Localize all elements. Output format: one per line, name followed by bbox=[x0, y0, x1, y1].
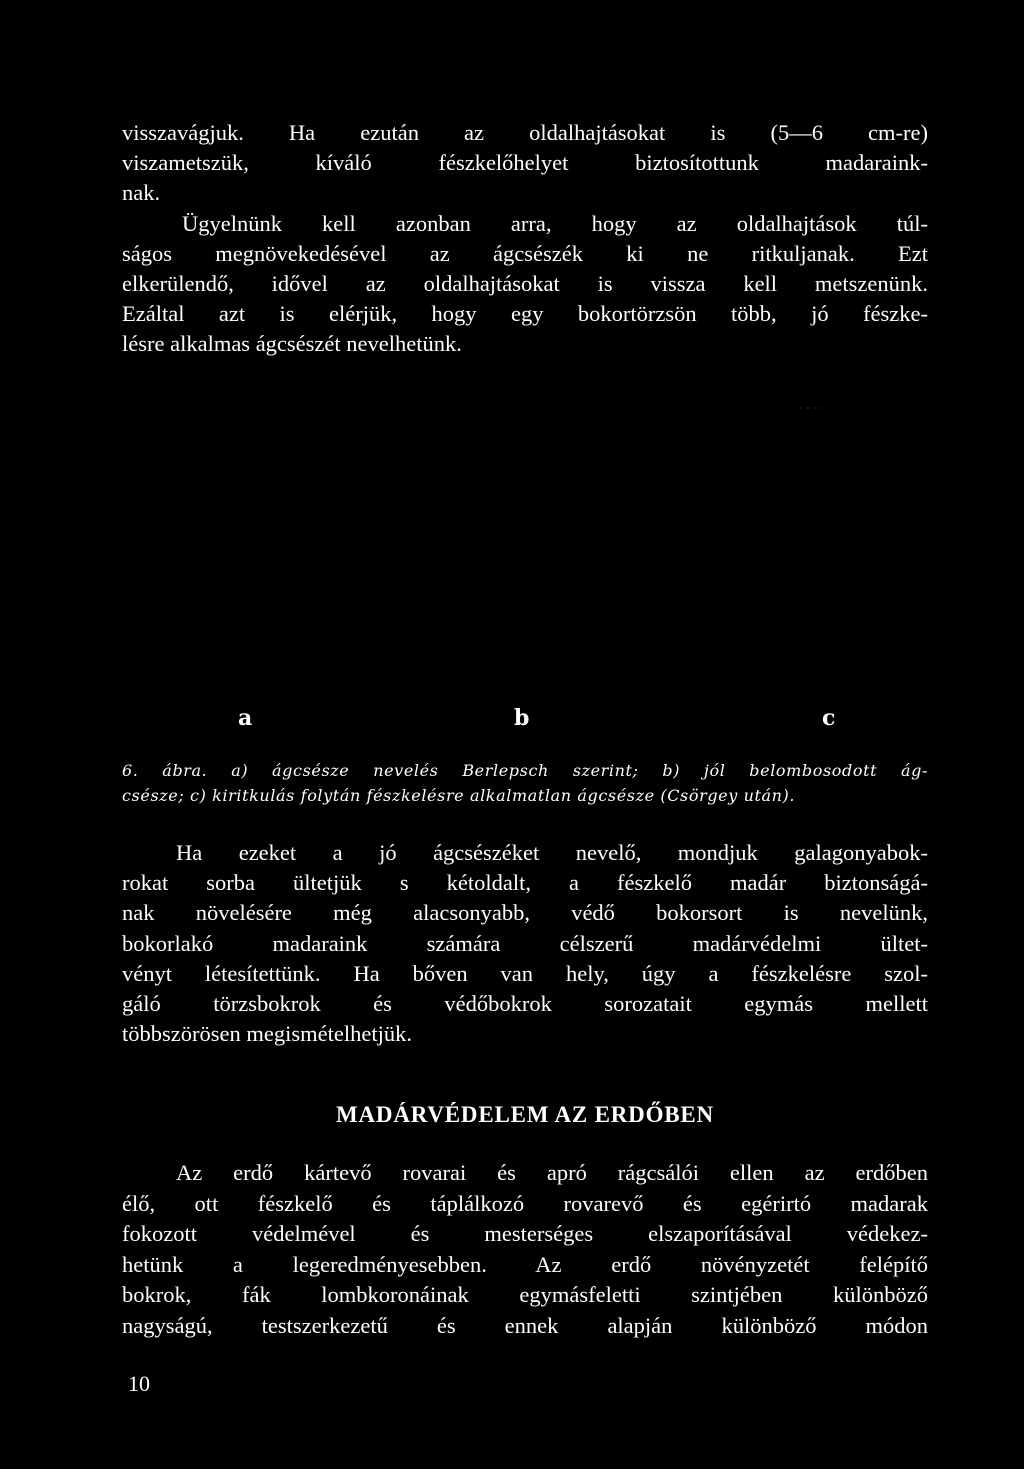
figure-illustration-area bbox=[122, 380, 928, 690]
text-line: fokozott védelmével és mesterséges elszaporításával védekez- bbox=[122, 1221, 928, 1247]
text-line: nak növelésére még alacsonyabb, védő bokorsort is nevelünk, bbox=[122, 900, 928, 926]
figure-label-b: b bbox=[514, 705, 530, 731]
caption-line: csésze; c) kiritkulás folytán fészkelésre alkalmatlan ágcsésze (Csörgey után). bbox=[122, 786, 796, 805]
text-line: vényt létesítettünk. Ha bőven van hely, úgy a fészkelésre szol- bbox=[122, 960, 928, 986]
text-line: viszametszük, kíváló fészkelőhelyet biztosítottunk madaraink- bbox=[122, 150, 928, 176]
text-line: ságos megnövekedésével az ágcsészék ki ne ritkuljanak. Ezt bbox=[122, 240, 928, 266]
text-line: nagyságú, testszerkezetű és ennek alapján különböző módon bbox=[122, 1312, 928, 1338]
text-line: lésre alkalmas ágcsészét nevelhetünk. bbox=[122, 331, 462, 357]
figure-caption bbox=[122, 758, 928, 808]
caption-line: 6. ábra. a) ágcsésze nevelés Berlepsch szerint; b) jól belombosodott ág- bbox=[122, 761, 928, 780]
text-line: elkerülendő, idővel az oldalhajtásokat is vissza kell metszenünk. bbox=[122, 271, 928, 297]
section-heading: MADÁRVÉDELEM AZ ERDŐBEN bbox=[336, 1102, 714, 1127]
text-line: élő, ott fészkelő és táplálkozó rovarevő és egérirtó madarak bbox=[122, 1190, 928, 1216]
page-number: 10 bbox=[128, 1371, 150, 1396]
text-line: hetünk a legeredményesebben. Az erdő növényzetét felépítő bbox=[122, 1251, 928, 1277]
text-line: Ha ezeket a jó ágcsészéket nevelő, mondjuk galagonyabok- bbox=[176, 840, 928, 865]
text-line: többszörösen megismételhetjük. bbox=[122, 1021, 412, 1047]
text-line: bokorlakó madaraink számára célszerű madárvédelmi ültet- bbox=[122, 930, 928, 956]
text-line: bokrok, fák lombkoronáinak egymásfeletti szintjében különböző bbox=[122, 1282, 928, 1308]
figure-label-a: a bbox=[238, 705, 253, 731]
text-line: nak. bbox=[122, 180, 161, 206]
text-line: gáló törzsbokrok és védőbokrok sorozatait egymás mellett bbox=[122, 991, 928, 1017]
scan-speck-decoration: · · · · bbox=[800, 404, 824, 413]
text-line: Ügyelnünk kell azonban arra, hogy az oldalhajtások túl- bbox=[182, 210, 928, 236]
figure-label-c: c bbox=[822, 705, 836, 731]
paragraph-planting bbox=[122, 838, 928, 1049]
text-line: rokat sorba ültetjük s kétoldalt, a fészkelő madár biztonságá- bbox=[122, 870, 928, 896]
text-line: visszavágjuk. Ha ezután az oldalhajtásokat is (5—6 cm-re) bbox=[122, 120, 928, 145]
paragraph-pruning bbox=[122, 118, 928, 360]
text-line: Ezáltal azt is elérjük, hogy egy bokortörzsön több, jó fészke- bbox=[122, 301, 928, 327]
paragraph-forest bbox=[122, 1158, 928, 1342]
text-line: Az erdő kártevő rovarai és apró rágcsálói ellen az erdőben bbox=[176, 1160, 928, 1185]
